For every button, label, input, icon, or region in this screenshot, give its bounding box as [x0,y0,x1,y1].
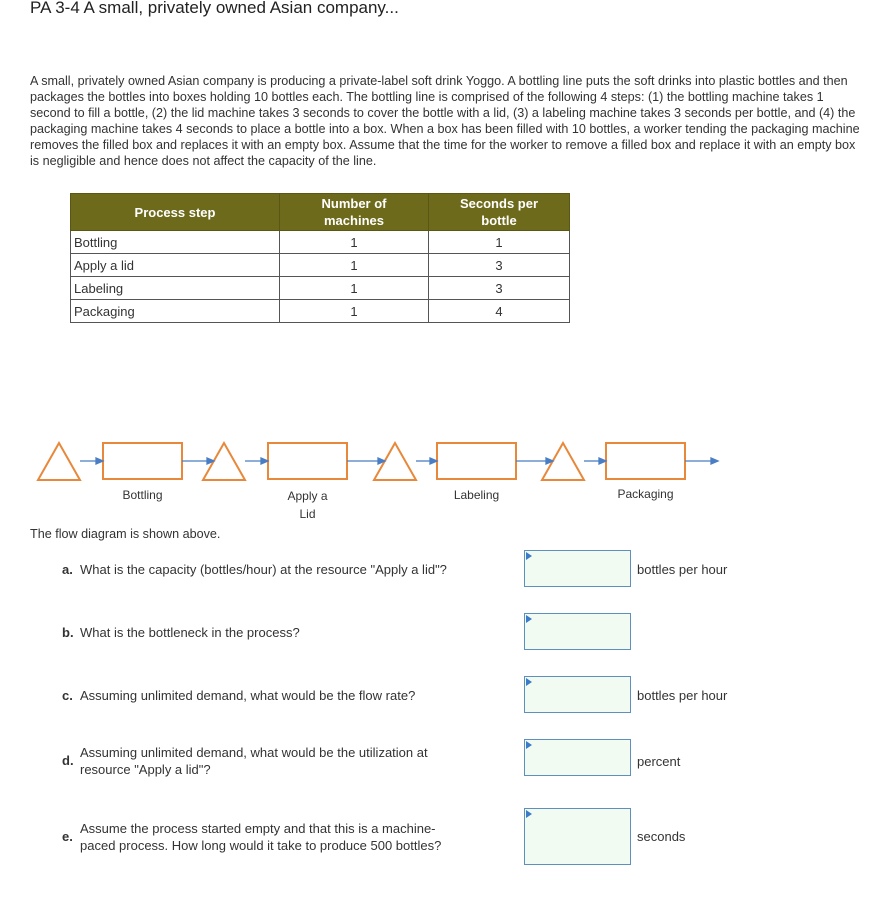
cell-seconds: 1 [429,231,570,254]
cell-step: Labeling [71,277,280,300]
answer-e-input[interactable] [524,808,631,865]
answer-a-unit: bottles per hour [637,562,728,577]
question-text-line: resource "Apply a lid"? [80,762,211,777]
question-letter: c. [62,688,73,703]
arrow-right-icon [599,458,606,464]
question-text: What is the bottleneck in the process? [80,625,300,640]
question-letter: b. [62,625,74,640]
arrow-right-icon [261,458,268,464]
question-letter: e. [62,829,73,844]
answer-d-input[interactable] [524,739,631,776]
answer-e-unit: seconds [637,829,686,844]
bottling-process-box [103,443,182,479]
cell-machines: 1 [280,277,429,300]
flow-caption: The flow diagram is shown above. [30,527,221,541]
question-text-line: paced process. How long would it take to produce 500 bottles? [80,838,442,853]
header-number-of-machines: Number of machines [280,194,429,231]
process-table [70,193,570,323]
arrow-right-icon [430,458,437,464]
answer-d-unit: percent [637,754,681,769]
question-text-line: Assume the process started empty and that this is a machine- [80,821,436,836]
cell-seconds: 3 [429,254,570,277]
answer-c-input[interactable] [524,676,631,713]
cell-step: Bottling [71,231,280,254]
packaging-process-box [606,443,685,479]
cell-step: Packaging [71,300,280,323]
table-row [71,300,570,323]
table-row [71,277,570,300]
question-text-line: Assuming unlimited demand, what would be the utilization at [80,745,428,760]
cell-machines: 1 [280,300,429,323]
cell-seconds: 3 [429,277,570,300]
input-marker-icon [526,615,532,623]
question-text: What is the capacity (bottles/hour) at the resource "Apply a lid"? [80,562,447,577]
flow-label-packaging: Packaging [617,487,674,501]
problem-description: A small, privately owned Asian company is producing a private-label soft drink Yoggo. A bottling line puts the soft drinks into plastic bottles and then packages the bottles into boxes holding 10 bottles each. The bottling line is comprised of the following 4 steps: (1) the bottling machine takes 1 second to fill a bottle, (2) the lid machine takes 3 seconds to cover the bottle with a lid, (3) a labeling machine takes 3 seconds per bottle, and (4) the packaging machine takes 4 seconds to place a bottle into a box. When a box has been filled with 10 bottles, a worker tending the packaging machine removes the filled box and replaces it with an empty box. Assume that the time for the worker to remove a filled box and replace it with an empty box is negligible and hence does not affect the capacity of the line. [30,74,860,168]
arrow-right-icon [96,458,103,464]
input-marker-icon [526,741,532,749]
table-row [71,231,570,254]
flow-label-line: Lid [299,507,316,521]
table-header-row [71,194,570,231]
cell-machines: 1 [280,254,429,277]
question-letter: a. [62,562,73,577]
input-marker-icon [526,678,532,686]
flow-diagram [0,435,760,487]
question-letter: d. [62,753,74,768]
cell-step: Apply a lid [71,254,280,277]
question-text: Assuming unlimited demand, what would be the flow rate? [80,688,416,703]
buffer-triangle-icon [38,443,80,480]
flow-label-bottling: Bottling [122,488,163,502]
flow-label-labeling: Labeling [453,488,500,502]
header-seconds-per-bottle: Seconds per bottle [429,194,570,231]
answer-c-unit: bottles per hour [637,688,728,703]
flow-label-apply-a-lid [268,487,347,523]
arrow-right-icon [711,458,718,464]
apply-lid-process-box [268,443,347,479]
page-title: PA 3-4 A small, privately owned Asian company... [30,0,399,17]
cell-machines: 1 [280,231,429,254]
answer-b-input[interactable] [524,613,631,650]
flow-label-line: Apply a [287,489,328,503]
table-row [71,254,570,277]
header-process-step: Process step [71,194,280,231]
answer-a-input[interactable] [524,550,631,587]
labeling-process-box [437,443,516,479]
input-marker-icon [526,552,532,560]
cell-seconds: 4 [429,300,570,323]
input-marker-icon [526,810,532,818]
